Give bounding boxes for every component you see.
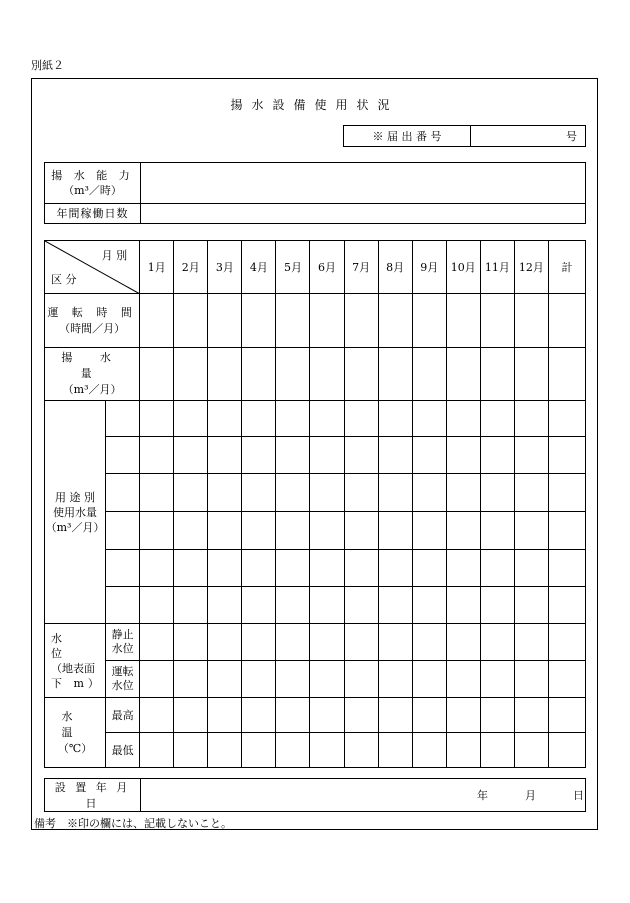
data-cell[interactable]: [310, 661, 344, 698]
data-cell[interactable]: [378, 294, 412, 348]
data-cell[interactable]: [378, 587, 412, 624]
data-cell[interactable]: [514, 512, 548, 550]
data-cell[interactable]: [378, 437, 412, 474]
data-cell[interactable]: [480, 401, 514, 437]
remarks-note: 備考 ※印の欄には、記載しないこと。: [34, 817, 232, 830]
operation-time-text: 運 転 時 間: [47, 305, 137, 319]
usage-label-line2: 使用水量: [53, 505, 98, 519]
data-cell[interactable]: [446, 698, 480, 733]
water-temp-label: [45, 698, 106, 768]
usage-label-line3: （m³／月）: [45, 520, 105, 534]
data-cell[interactable]: [344, 401, 378, 437]
data-cell[interactable]: [208, 348, 242, 401]
data-cell[interactable]: [378, 661, 412, 698]
data-cell[interactable]: [276, 348, 310, 401]
usage-type-cell[interactable]: [106, 587, 140, 624]
water-temp-unit: （℃）: [57, 741, 93, 755]
data-cell[interactable]: [276, 624, 310, 661]
month-header: 9月: [412, 241, 446, 294]
data-cell[interactable]: [514, 733, 548, 768]
data-cell[interactable]: [242, 294, 276, 348]
data-cell[interactable]: [344, 661, 378, 698]
data-cell[interactable]: [548, 401, 585, 437]
data-cell[interactable]: [446, 624, 480, 661]
data-cell[interactable]: [480, 587, 514, 624]
pumping-volume-label: [45, 348, 140, 401]
data-cell[interactable]: [242, 661, 276, 698]
data-cell[interactable]: [480, 624, 514, 661]
data-cell[interactable]: [378, 348, 412, 401]
data-cell[interactable]: [412, 698, 446, 733]
data-cell[interactable]: [276, 550, 310, 587]
page-title: 揚水設備使用状況: [230, 98, 399, 112]
data-cell[interactable]: [514, 587, 548, 624]
data-cell[interactable]: [310, 587, 344, 624]
data-cell[interactable]: [344, 698, 378, 733]
corner-month-label: 月 別: [101, 249, 128, 262]
data-cell[interactable]: [378, 698, 412, 733]
annual-days-field[interactable]: [141, 203, 586, 223]
water-level-line2: （地表面: [51, 661, 95, 675]
data-cell[interactable]: [310, 512, 344, 550]
static-level-label: [106, 624, 140, 661]
data-cell[interactable]: [140, 294, 174, 348]
data-cell[interactable]: [412, 401, 446, 437]
data-cell[interactable]: [276, 401, 310, 437]
data-cell[interactable]: [174, 624, 208, 661]
data-cell[interactable]: [412, 474, 446, 512]
data-cell[interactable]: [344, 294, 378, 348]
data-cell[interactable]: [480, 550, 514, 587]
data-cell[interactable]: [208, 698, 242, 733]
data-cell[interactable]: [412, 348, 446, 401]
monthly-usage-table: [44, 240, 586, 768]
data-cell[interactable]: [548, 512, 585, 550]
usage-volume-label: [45, 401, 106, 624]
data-cell[interactable]: [276, 661, 310, 698]
static-level-line1: 静止: [111, 628, 134, 641]
data-cell[interactable]: [446, 587, 480, 624]
operation-time-unit: （時間／月）: [59, 321, 126, 335]
data-cell[interactable]: [514, 294, 548, 348]
registration-field[interactable]: 号: [471, 126, 586, 147]
data-cell[interactable]: [344, 437, 378, 474]
data-cell[interactable]: [276, 294, 310, 348]
data-cell[interactable]: [310, 401, 344, 437]
month-header: 1月: [140, 241, 174, 294]
data-cell[interactable]: [208, 294, 242, 348]
data-cell[interactable]: [208, 550, 242, 587]
capacity-table: [44, 162, 586, 224]
annual-days-label: 年間稼働日数: [45, 203, 141, 223]
data-cell[interactable]: [412, 661, 446, 698]
data-cell[interactable]: [208, 474, 242, 512]
data-cell[interactable]: [446, 661, 480, 698]
pump-capacity-text: 揚 水 能 力: [51, 168, 134, 182]
corner-category-label: 区 分: [51, 273, 77, 286]
data-cell[interactable]: [344, 587, 378, 624]
data-cell[interactable]: [378, 550, 412, 587]
water-level-line3: 下 m）: [51, 676, 103, 690]
data-cell[interactable]: [378, 733, 412, 768]
data-cell[interactable]: [480, 294, 514, 348]
data-cell[interactable]: [174, 550, 208, 587]
install-year-label: 年: [477, 789, 488, 802]
data-cell[interactable]: [446, 733, 480, 768]
data-cell[interactable]: [412, 512, 446, 550]
data-cell[interactable]: [174, 348, 208, 401]
data-cell[interactable]: [174, 661, 208, 698]
water-level-label: [45, 624, 106, 698]
operation-time-label: [45, 294, 140, 348]
data-cell[interactable]: [446, 512, 480, 550]
pump-capacity-label: [45, 163, 141, 204]
data-cell[interactable]: [548, 587, 585, 624]
data-cell[interactable]: [174, 698, 208, 733]
data-cell[interactable]: [310, 437, 344, 474]
pumping-volume-unit: （m³／月）: [62, 383, 122, 396]
data-cell[interactable]: [140, 587, 174, 624]
data-cell[interactable]: [242, 474, 276, 512]
usage-type-cell[interactable]: [106, 401, 140, 437]
data-cell[interactable]: [548, 437, 585, 474]
data-cell[interactable]: [140, 401, 174, 437]
data-cell[interactable]: [378, 512, 412, 550]
data-cell[interactable]: [480, 512, 514, 550]
data-cell[interactable]: [174, 294, 208, 348]
usage-type-cell[interactable]: [106, 512, 140, 550]
month-header: 4月: [242, 241, 276, 294]
data-cell[interactable]: [174, 437, 208, 474]
pump-capacity-unit: （m³／時）: [63, 183, 122, 197]
data-cell[interactable]: [344, 512, 378, 550]
data-cell[interactable]: [412, 294, 446, 348]
data-cell[interactable]: [140, 474, 174, 512]
data-cell[interactable]: [276, 698, 310, 733]
data-cell[interactable]: [378, 624, 412, 661]
data-cell[interactable]: [310, 624, 344, 661]
data-cell[interactable]: [208, 733, 242, 768]
data-cell[interactable]: [446, 550, 480, 587]
data-cell[interactable]: [548, 294, 585, 348]
data-cell[interactable]: [276, 474, 310, 512]
usage-type-cell[interactable]: [106, 550, 140, 587]
data-cell[interactable]: [548, 661, 585, 698]
month-header: 8月: [378, 241, 412, 294]
data-cell[interactable]: [174, 733, 208, 768]
pumping-volume-text: 揚 水 量: [61, 351, 123, 380]
data-cell[interactable]: [480, 348, 514, 401]
install-date-field[interactable]: [141, 779, 586, 812]
data-cell[interactable]: [344, 624, 378, 661]
data-cell[interactable]: [242, 550, 276, 587]
data-cell[interactable]: [140, 550, 174, 587]
data-cell[interactable]: [344, 474, 378, 512]
data-cell[interactable]: [242, 587, 276, 624]
month-header: 5月: [276, 241, 310, 294]
data-cell[interactable]: [140, 661, 174, 698]
data-cell[interactable]: [140, 348, 174, 401]
install-month-label: 月: [525, 789, 536, 802]
data-cell[interactable]: [412, 624, 446, 661]
data-cell[interactable]: [310, 698, 344, 733]
data-cell[interactable]: [242, 698, 276, 733]
data-cell[interactable]: [140, 437, 174, 474]
pump-capacity-field[interactable]: [141, 163, 586, 204]
data-cell[interactable]: [514, 550, 548, 587]
data-cell[interactable]: [412, 587, 446, 624]
usage-type-cell[interactable]: [106, 474, 140, 512]
install-day-label: 日: [573, 789, 584, 802]
data-cell[interactable]: [378, 474, 412, 512]
data-cell[interactable]: [310, 550, 344, 587]
registration-label: ※ 届 出 番 号: [344, 126, 471, 147]
usage-label-line1: 用 途 別: [55, 490, 96, 504]
data-cell[interactable]: [174, 474, 208, 512]
data-cell[interactable]: [480, 733, 514, 768]
water-level-line1: 水 位: [51, 631, 80, 660]
data-cell[interactable]: [140, 512, 174, 550]
month-header: 10月: [446, 241, 480, 294]
data-cell[interactable]: [310, 348, 344, 401]
data-cell[interactable]: [514, 661, 548, 698]
month-header: 3月: [208, 241, 242, 294]
month-header: 12月: [514, 241, 548, 294]
month-header: 2月: [174, 241, 208, 294]
data-cell[interactable]: [548, 550, 585, 587]
data-cell[interactable]: [514, 437, 548, 474]
data-cell[interactable]: [174, 401, 208, 437]
total-header: 計: [548, 241, 585, 294]
water-temp-text: 水 温: [61, 709, 89, 739]
temp-low-label: 最低: [106, 733, 140, 768]
data-cell[interactable]: [480, 474, 514, 512]
data-cell[interactable]: [276, 733, 310, 768]
data-cell[interactable]: [548, 624, 585, 661]
data-cell[interactable]: [140, 624, 174, 661]
data-cell[interactable]: [276, 587, 310, 624]
data-cell[interactable]: [208, 512, 242, 550]
data-cell[interactable]: [548, 348, 585, 401]
data-cell[interactable]: [514, 698, 548, 733]
data-cell[interactable]: [548, 698, 585, 733]
data-cell[interactable]: [446, 348, 480, 401]
corner-header-cell: [45, 241, 140, 294]
registration-box: [343, 125, 586, 147]
data-cell[interactable]: [378, 401, 412, 437]
data-cell[interactable]: [208, 587, 242, 624]
running-level-line1: 運転: [111, 665, 134, 678]
data-cell[interactable]: [412, 733, 446, 768]
data-cell[interactable]: [412, 550, 446, 587]
temp-high-label: 最高: [106, 698, 140, 733]
static-level-line2: 水位: [111, 642, 134, 655]
data-cell[interactable]: [242, 401, 276, 437]
data-cell[interactable]: [242, 437, 276, 474]
install-date-label: 設 置 年 月 日: [45, 779, 141, 812]
data-cell[interactable]: [310, 474, 344, 512]
data-cell[interactable]: [242, 512, 276, 550]
running-level-label: [106, 661, 140, 698]
month-header: 6月: [310, 241, 344, 294]
data-cell[interactable]: [548, 733, 585, 768]
usage-type-cell[interactable]: [106, 437, 140, 474]
data-cell[interactable]: [480, 698, 514, 733]
data-cell[interactable]: [514, 624, 548, 661]
data-cell[interactable]: [276, 437, 310, 474]
data-cell[interactable]: [174, 512, 208, 550]
data-cell[interactable]: [344, 550, 378, 587]
data-cell[interactable]: [344, 348, 378, 401]
data-cell[interactable]: [480, 437, 514, 474]
data-cell[interactable]: [208, 437, 242, 474]
data-cell[interactable]: [446, 294, 480, 348]
data-cell[interactable]: [446, 437, 480, 474]
data-cell[interactable]: [446, 401, 480, 437]
data-cell[interactable]: [480, 661, 514, 698]
data-cell[interactable]: [242, 624, 276, 661]
month-header: 11月: [480, 241, 514, 294]
data-cell[interactable]: [208, 624, 242, 661]
running-level-line2: 水位: [111, 679, 134, 692]
data-cell[interactable]: [548, 474, 585, 512]
data-cell[interactable]: [514, 348, 548, 401]
data-cell[interactable]: [208, 661, 242, 698]
data-cell[interactable]: [140, 698, 174, 733]
data-cell[interactable]: [412, 437, 446, 474]
data-cell[interactable]: [140, 733, 174, 768]
data-cell[interactable]: [446, 474, 480, 512]
data-cell[interactable]: [310, 294, 344, 348]
data-cell[interactable]: [242, 733, 276, 768]
month-header: 7月: [344, 241, 378, 294]
data-cell[interactable]: [242, 348, 276, 401]
document-label: 別紙２: [31, 59, 64, 72]
install-date-table: [44, 778, 586, 812]
data-cell[interactable]: [514, 474, 548, 512]
data-cell[interactable]: [344, 733, 378, 768]
data-cell[interactable]: [514, 401, 548, 437]
data-cell[interactable]: [174, 587, 208, 624]
data-cell[interactable]: [310, 733, 344, 768]
data-cell[interactable]: [276, 512, 310, 550]
data-cell[interactable]: [208, 401, 242, 437]
